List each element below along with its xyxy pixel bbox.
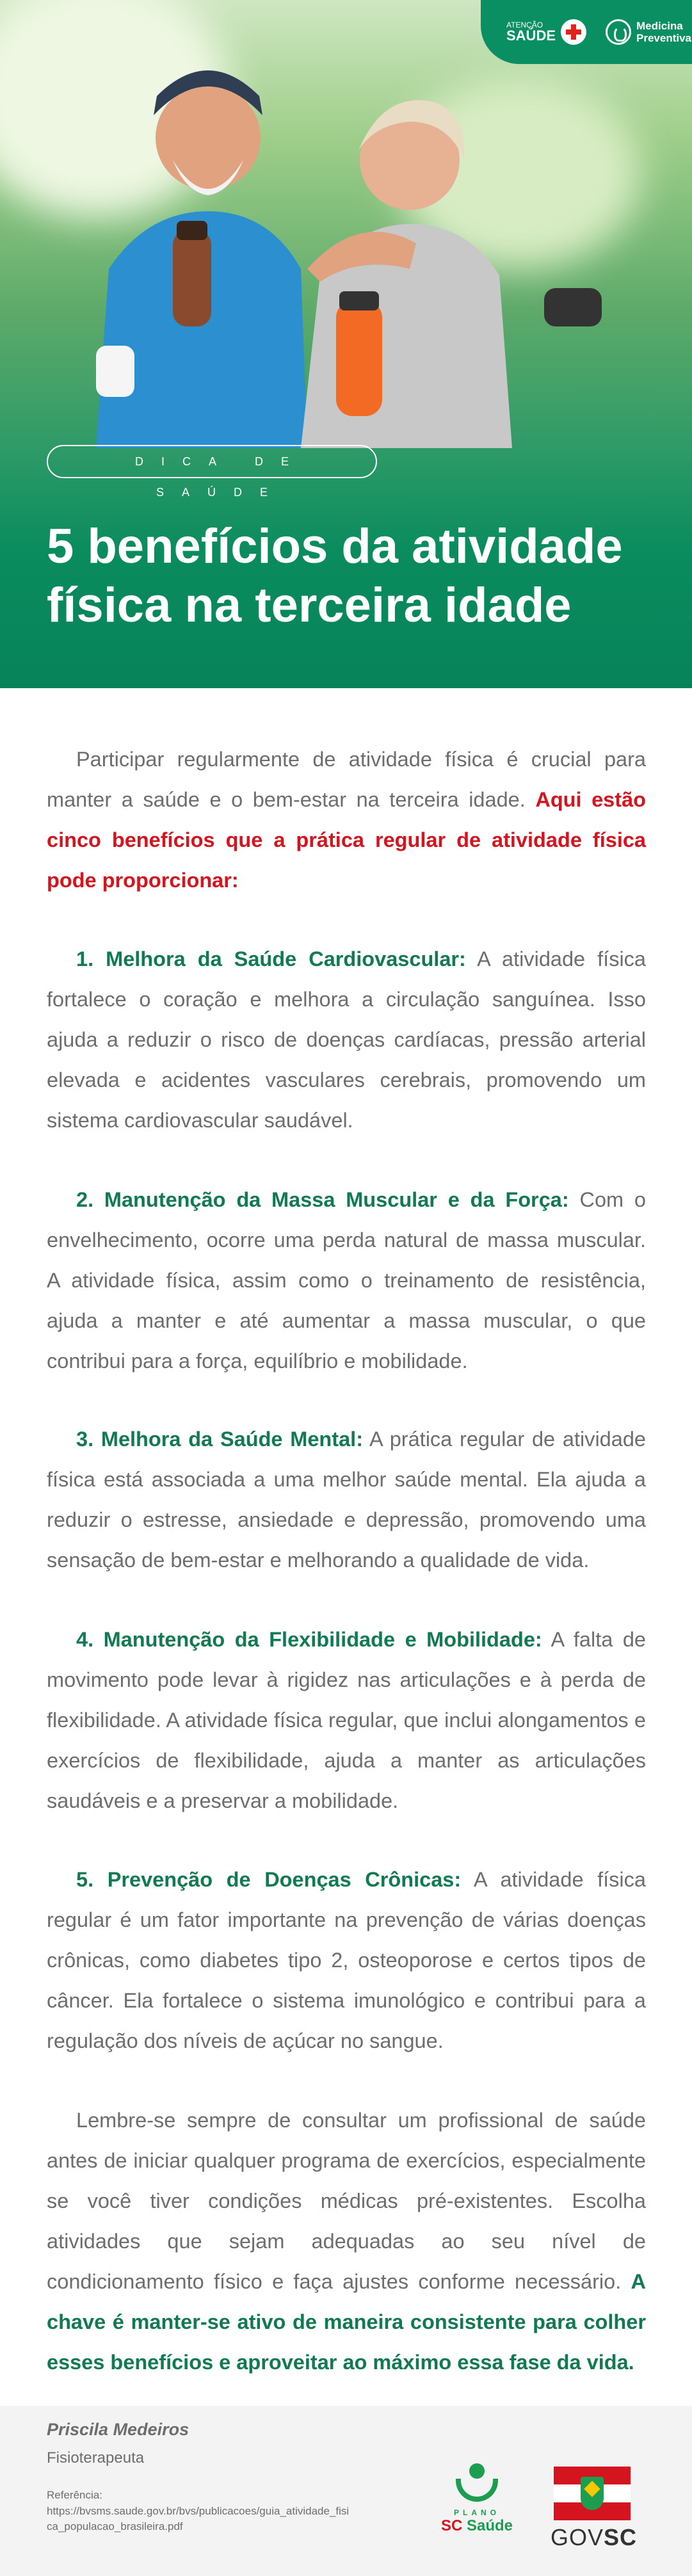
benefit-title: 3. Melhora da Saúde Mental: — [76, 1428, 364, 1451]
closing-paragraph — [47, 2100, 646, 2383]
medical-cross-icon — [561, 19, 586, 45]
author-name: Priscila Medeiros — [47, 2420, 189, 2439]
benefit-paragraph — [47, 1180, 646, 1381]
person-icon — [455, 2463, 499, 2508]
benefit-text: Com o envelhecimento, ocorre uma perda natural de massa muscular. A atividade física, assim como o treinamento de resistência, ajuda a manter e até aumentar a massa muscular, o que contribui para a força, equilíbrio e mobilidade. — [47, 1188, 646, 1373]
benefit-paragraph — [47, 939, 646, 1141]
benefit-text: A atividade física fortalece o coração e melhora a circulação sanguínea. Isso ajuda a reduzir o risco de doenças cardíacas, pressão arterial elevada e acidentes vasculares cerebrais, promovendo um sistema cardiovascular saudável. — [47, 947, 646, 1132]
top-brand-bar — [481, 0, 692, 64]
plano-label: PLANO — [454, 2508, 500, 2517]
brand-big-text: SAÚDE — [506, 27, 556, 44]
benefit-paragraph — [47, 1419, 646, 1581]
benefit-title: 4. Manutenção da Flexibilidade e Mobilidade: — [76, 1628, 542, 1651]
benefit-title: 1. Melhora da Saúde Cardiovascular: — [76, 947, 466, 970]
gov-prefix: GOV — [551, 2524, 604, 2550]
closing-text: Lembre-se sempre de consultar um profissional de saúde antes de iniciar qualquer programa de exercícios, especialmente se você tiver condições médicas pré-existentes. Escolha atividades que sejam adequadas ao seu nível de condicionamento físico e faça ajustes conforme necessário. — [47, 2109, 646, 2293]
benefit-title: 5. Prevenção de Doenças Crônicas: — [76, 1868, 462, 1891]
footer — [0, 2406, 692, 2576]
tip-tag: DICA DE SAÚDE — [47, 445, 377, 478]
gov-sc-logo — [551, 2467, 638, 2551]
atencao-saude-logo — [506, 19, 586, 45]
stethoscope-icon — [606, 19, 631, 45]
benefit-paragraph — [47, 1860, 646, 2061]
intro-paragraph — [47, 739, 646, 901]
intro-highlight: Aqui estão cinco benefícios que a prática regular de atividade física pode proporcionar: — [47, 788, 647, 892]
preventive-line2: Preventiva — [636, 32, 692, 44]
hero-banner — [0, 0, 692, 688]
benefit-paragraph — [47, 1620, 646, 1821]
reference-label: Referência: — [47, 2489, 102, 2501]
benefit-title: 2. Manutenção da Massa Muscular e da Força: — [76, 1188, 569, 1211]
author-role: Fisioterapeuta — [47, 2449, 145, 2467]
benefit-text: A falta de movimento pode levar à rigidez nas articulações e à perda de flexibilidade. A atividade física regular, que inclui alongamentos e exercícios de flexibilidade, ajuda a manter as articulações saudáveis e a preservar a mobilidade. — [47, 1628, 646, 1812]
preventive-line1: Medicina — [636, 20, 683, 32]
plan-name: Saúde — [466, 2517, 513, 2534]
elderly-couple-illustration — [0, 0, 692, 448]
benefit-text: A prática regular de atividade física está associada a uma melhor saúde mental. Ela ajuda a reduzir o estresse, ansiedade e depressão, promovendo uma sensação de bem-estar e melhorando a qualidade de vida. — [47, 1428, 646, 1572]
page-title: 5 benefícios da atividade física na terceira idade — [47, 519, 623, 632]
reference-link[interactable]: https://bvsms.saude.gov.br/bvs/publicacoes/guia_atividade_fisica_populacao_brasileira.pdf — [47, 2505, 350, 2532]
closing-highlight: A chave é manter-se ativo de maneira consistente para colher esses benefícios e aproveitar ao máximo essa fase da vida. — [47, 2270, 647, 2374]
intro-text: Participar regularmente de atividade física é crucial para manter a saúde e o bem-estar na terceira idade. — [47, 748, 646, 811]
medicina-preventiva-logo — [606, 19, 691, 45]
gov-suffix: SC — [604, 2524, 638, 2550]
plan-sc: SC — [440, 2517, 463, 2534]
plano-sc-saude-logo — [435, 2463, 519, 2559]
brand-small-text: ATENÇÃO — [506, 20, 543, 29]
santa-catarina-flag-icon — [554, 2467, 631, 2520]
benefit-text: A atividade física regular é um fator importante na prevenção de várias doenças crônicas, como diabetes tipo 2, osteoporose e certos tipos de câncer. Ela fortalece o sistema imunológico e contribui para a regulação dos níveis de açúcar no sangue. — [47, 1868, 646, 2052]
